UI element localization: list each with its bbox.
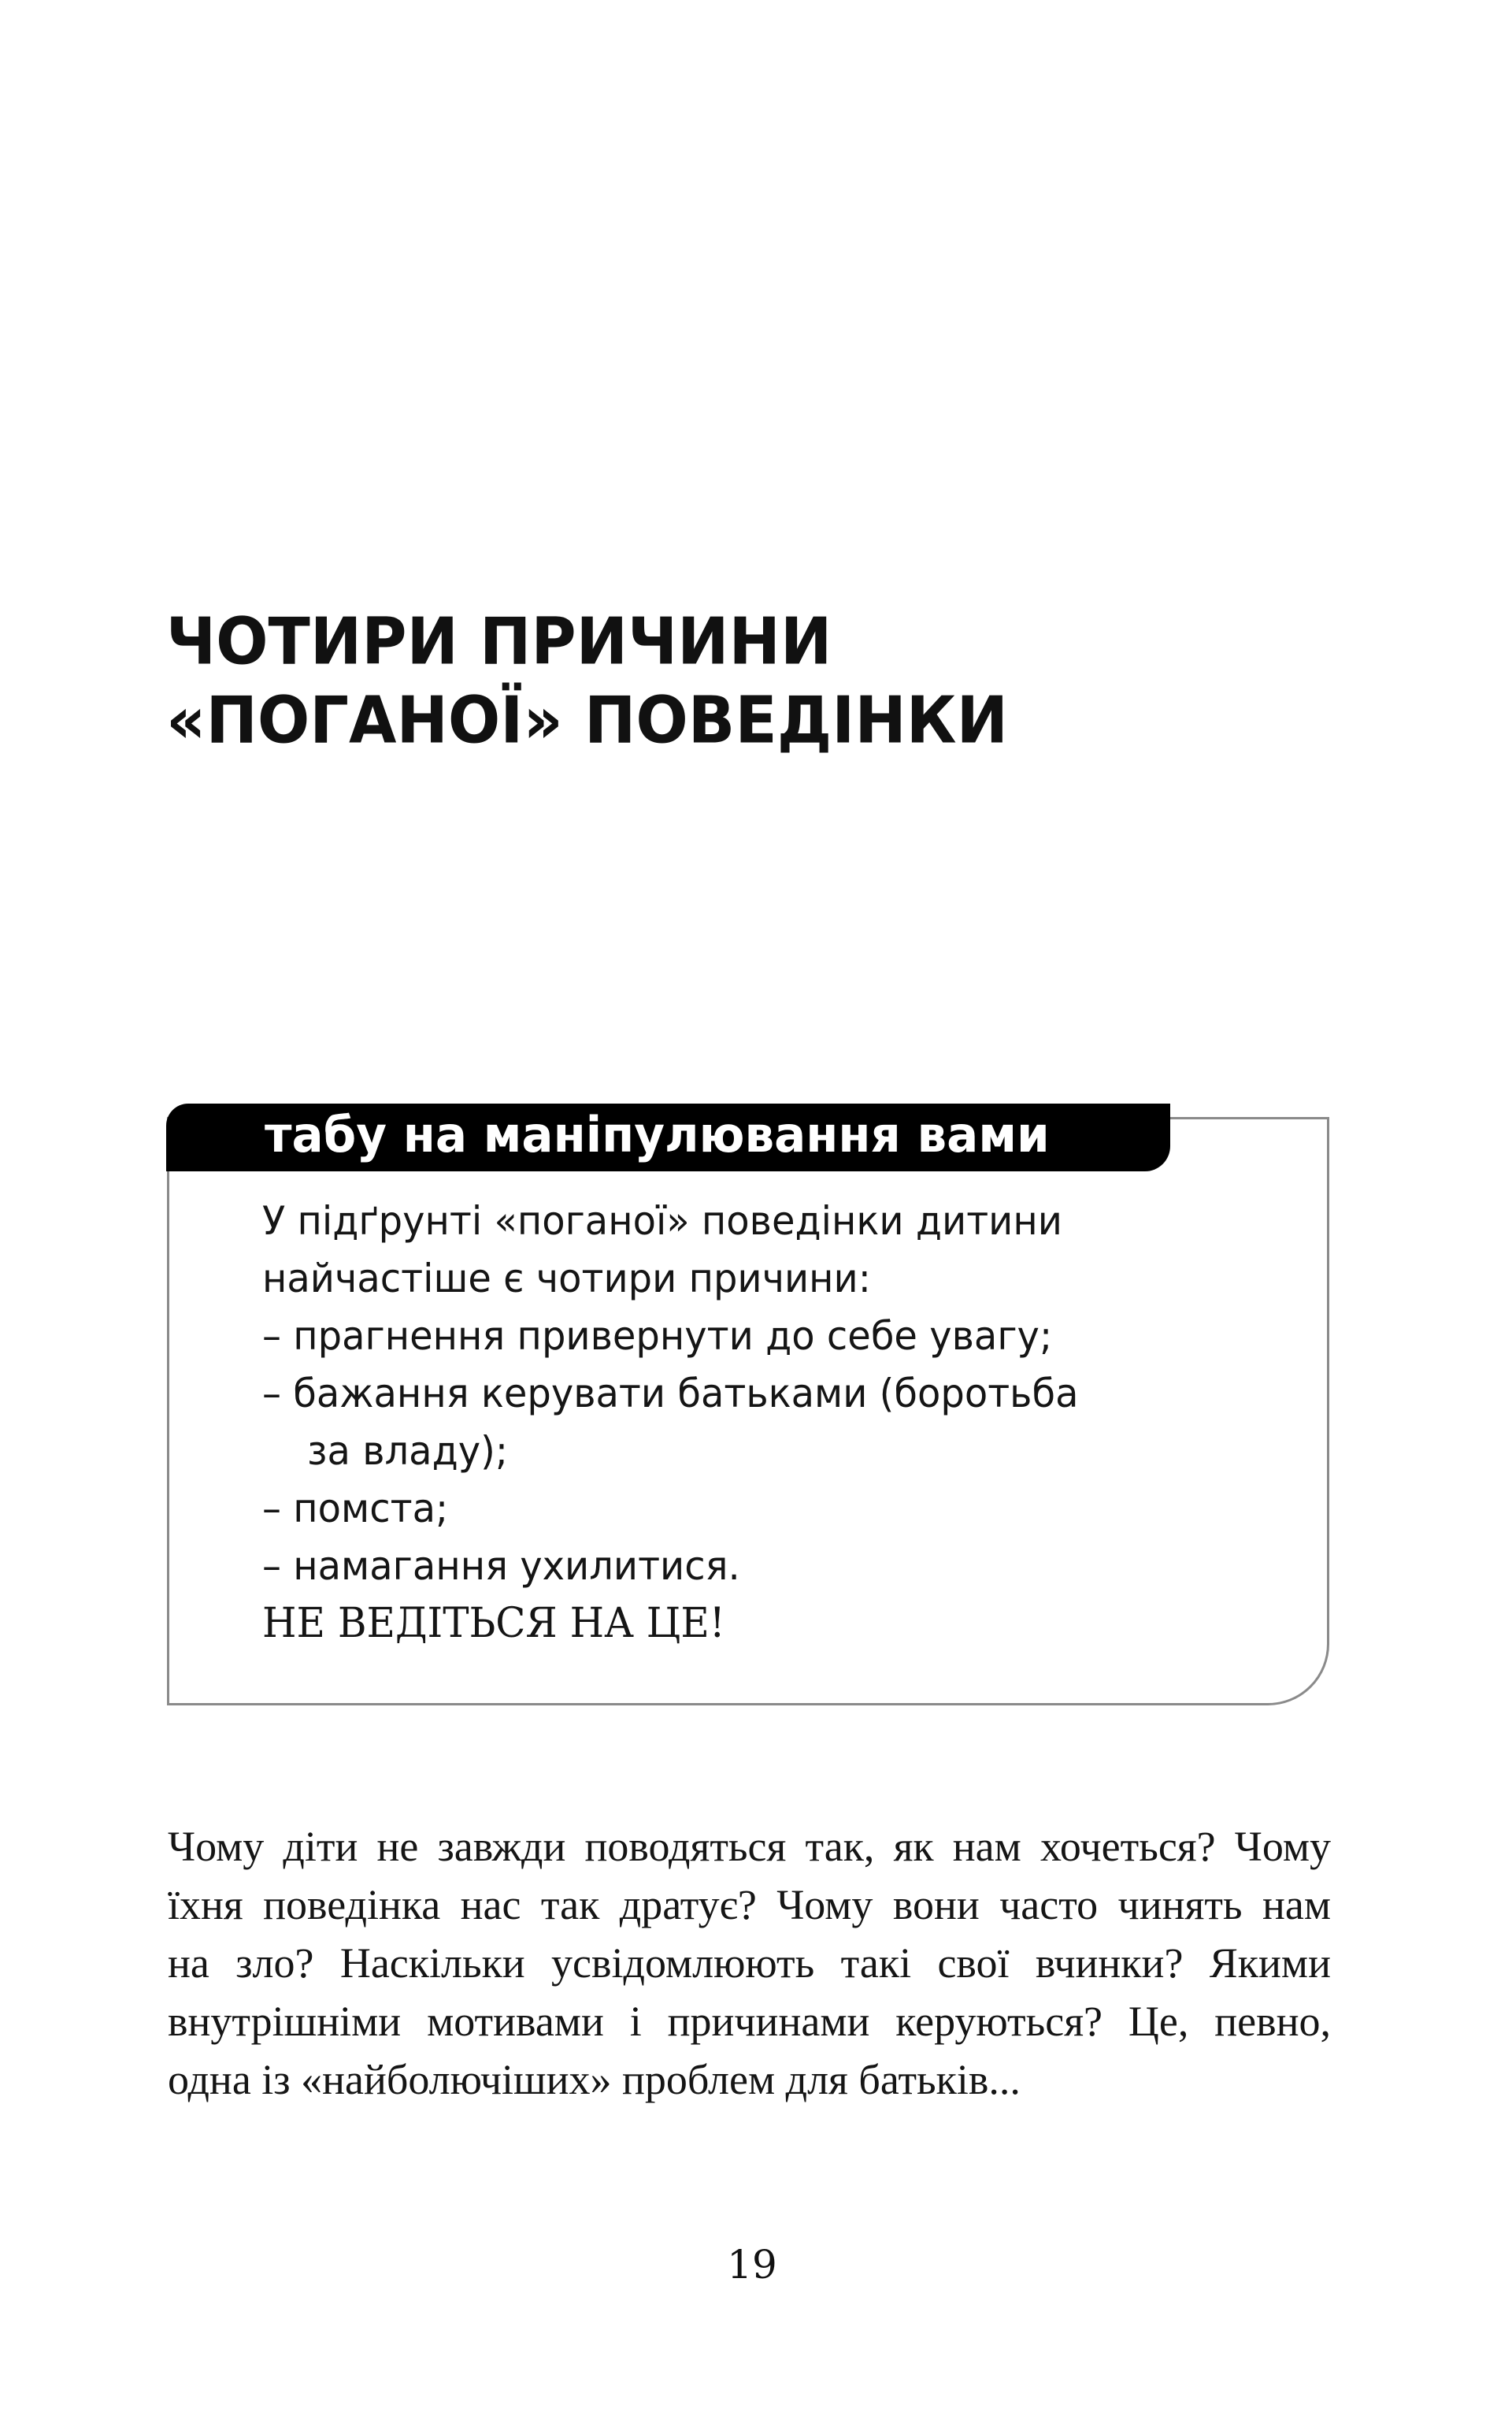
tip-box-list-item: – помста; [262, 1486, 449, 1531]
body-paragraph-line: Чому діти не завжди поводяться так, як нам хочеться? Чому [168, 1823, 1331, 1870]
chapter-title-line-2: «ПОГАНОЇ» ПОВЕДІНКИ [166, 682, 1008, 759]
tip-box-line: найчастіше є чотири причини: [262, 1256, 871, 1301]
chapter-title-line-1: ЧОТИРИ ПРИЧИНИ [166, 603, 832, 680]
body-paragraph-line: одна із «найболючіших» проблем для батьків... [168, 2056, 1021, 2103]
tip-box-callout: НЕ ВЕДІТЬСЯ НА ЦЕ! [262, 1600, 725, 1647]
tip-box-list-item: – намагання ухилитися. [262, 1543, 740, 1589]
body-paragraph-line: їхня поведінка нас так дратує? Чому вони часто чинять нам [168, 1881, 1331, 1928]
tip-box-tab-label: табу на маніпулювання вами [265, 1106, 1050, 1163]
tip-box-list-item-continuation: за владу); [307, 1428, 509, 1474]
body-paragraph-line: на зло? Наскільки усвідомлюють такі свої вчинки? Якими [168, 1939, 1331, 1987]
body-paragraph-line: внутрішніми мотивами і причинами керуються? Це, певно, [168, 1998, 1331, 2045]
page-number: 19 [727, 2242, 777, 2288]
tip-box-list-item: – бажання керувати батьками (боротьба [262, 1371, 1079, 1416]
tip-box-list-item: – прагнення привернути до себе увагу; [262, 1313, 1053, 1359]
tip-box-line: У підґрунті «поганої» поведінки дитини [262, 1198, 1062, 1244]
